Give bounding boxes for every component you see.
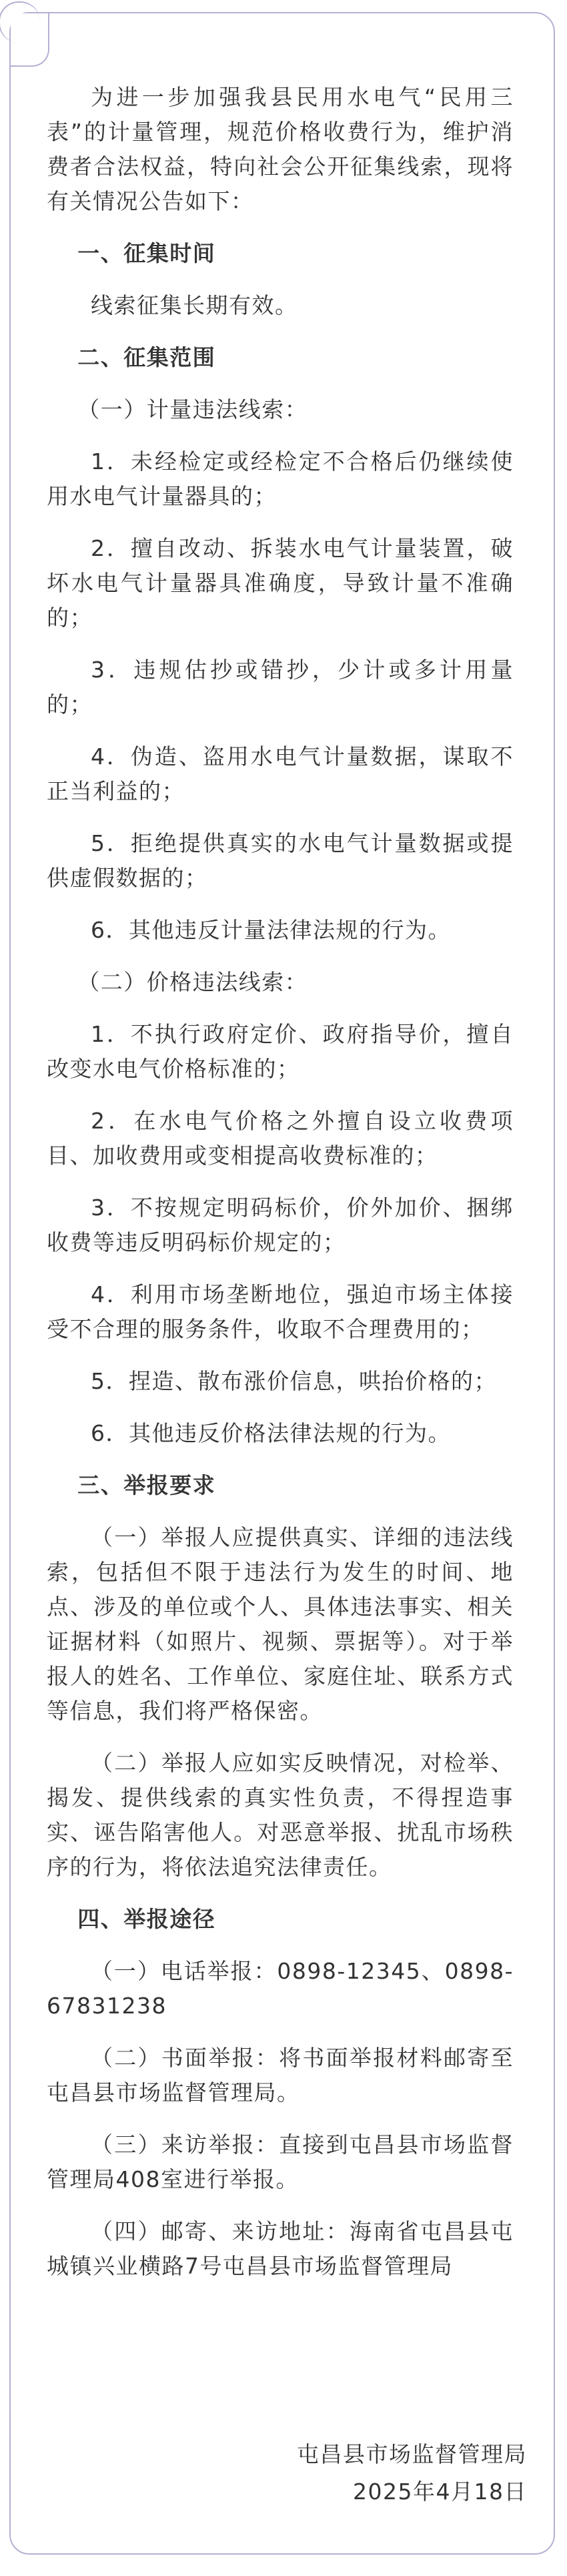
section-text-time: 线索征集长期有效。 — [91, 292, 298, 318]
signature-block — [47, 2436, 527, 2511]
signature-date: 2025年4月18日 — [353, 2479, 527, 2505]
list-item: 5．拒绝提供真实的水电气计量数据或提供虚假数据的； — [47, 830, 514, 891]
list-item: 4．利用市场垄断地位，强迫市场主体接受不合理的服务条件，收取不合理费用的； — [47, 1281, 514, 1342]
channel-item: （四）邮寄、来访地址：海南省屯昌县屯城镇兴业横路7号屯昌县市场监督管理局 — [47, 2218, 514, 2279]
section-heading-channels: 四、举报途径 — [77, 1906, 216, 1932]
channel-item: （一）电话举报：0898-12345、0898-67831238 — [47, 1958, 514, 2019]
section-heading-scope: 二、征集范围 — [77, 344, 216, 370]
list-item: 3．违规估抄或错抄，少计或多计用量的； — [47, 657, 514, 717]
channel-item: （二）书面举报：将书面举报材料邮寄至屯昌县市场监督管理局。 — [47, 2045, 514, 2106]
list-item: 1．未经检定或经检定不合格后仍继续使用水电气计量器具的； — [47, 448, 514, 509]
list-item: 2．擅自改动、拆装水电气计量装置，破坏水电气计量器具准确度，导致计量不准确的； — [47, 535, 514, 631]
intro-paragraph: 为进一步加强我县民用水电气“民用三表”的计量管理，规范价格收费行为，维护消费者合法权益，特向社会公开征集线索，现将有关情况公告如下： — [47, 84, 514, 214]
list-item: 3．不按规定明码标价，价外加价、捆绑收费等违反明码标价规定的； — [47, 1195, 514, 1255]
subheading-metering: （一）计量违法线索： — [77, 396, 308, 422]
list-item: 6．其他违反价格法律法规的行为。 — [91, 1420, 451, 1446]
signature-org: 屯昌县市场监督管理局 — [297, 2441, 527, 2467]
list-item: 6．其他违反计量法律法规的行为。 — [91, 917, 451, 943]
list-item: 2．在水电气价格之外擅自设立收费项目、加收费用或变相提高收费标准的； — [47, 1108, 514, 1169]
requirement-paragraph: （一）举报人应提供真实、详细的违法线索，包括但不限于违法行为发生的时间、地点、涉及的单位或个人、具体违法事实、相关证据材料（如照片、视频、票据等）。对于举报人的姓名、工作单位、家庭住址、联系方式等信息，我们将严格保密。 — [47, 1524, 514, 1724]
section-heading-time: 一、征集时间 — [77, 240, 216, 266]
channel-item: （三）来访举报：直接到屯昌县市场监督管理局408室进行举报。 — [47, 2132, 514, 2192]
list-item: 5．捏造、散布涨价信息，哄抬价格的； — [91, 1368, 497, 1394]
requirement-paragraph: （二）举报人应如实反映情况，对检举、揭发、提供线索的真实性负责，不得捏造事实、诬告陷害他人。对恶意举报、扰乱市场秩序的行为，将依法追究法律责任。 — [47, 1750, 514, 1880]
list-item: 1．不执行政府定价、政府指导价，擅自改变水电气价格标准的； — [47, 1021, 514, 1082]
notice-body — [47, 80, 514, 2301]
subheading-pricing: （二）价格违法线索： — [77, 969, 308, 995]
section-heading-requirements: 三、举报要求 — [77, 1472, 216, 1498]
corner-tab-decoration — [11, 13, 49, 67]
list-item: 4．伪造、盗用水电气计量数据，谋取不正当利益的； — [47, 743, 514, 804]
